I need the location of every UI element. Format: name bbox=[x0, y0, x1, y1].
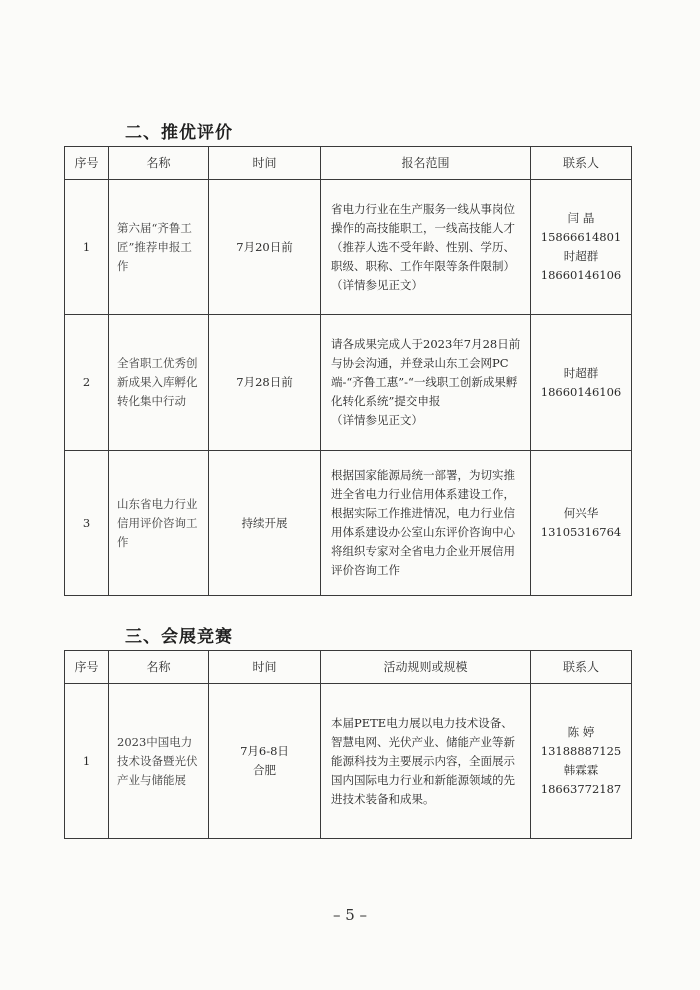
row-name: 2023中国电力技术设备暨光伏产业与储能展 bbox=[109, 684, 209, 839]
row-no: 1 bbox=[65, 684, 109, 839]
page-number: – 5 – bbox=[332, 906, 368, 924]
row-time: 持续开展 bbox=[209, 451, 321, 596]
row-contact: 何兴华 13105316764 bbox=[531, 451, 632, 596]
row-scope: 根据国家能源局统一部署，为切实推进全省电力行业信用体系建设工作，根据实际工作推进情况，电力行业信用体系建设办公室山东评价咨询中心将组织专家对全省电力企业开展信用评价咨询工作 bbox=[321, 451, 531, 596]
header-name: 名称 bbox=[109, 651, 209, 684]
header-scope: 活动规则或规模 bbox=[321, 651, 531, 684]
row-name: 全省职工优秀创新成果入库孵化转化集中行动 bbox=[109, 315, 209, 451]
header-name: 名称 bbox=[109, 147, 209, 180]
row-time: 7月20日前 bbox=[209, 180, 321, 315]
section-title-exhibition: 三、会展竞赛 bbox=[125, 627, 233, 647]
exhibition-table bbox=[64, 650, 632, 839]
row-contact: 时超群 18660146106 bbox=[531, 315, 632, 451]
header-time: 时间 bbox=[209, 651, 321, 684]
row-name: 山东省电力行业信用评价咨询工作 bbox=[109, 451, 209, 596]
row-scope: 省电力行业在生产服务一线从事岗位操作的高技能职工，一线高技能人才（推荐人选不受年龄、性别、学历、职级、职称、工作年限等条件限制） （详情参见正文） bbox=[321, 180, 531, 315]
row-no: 1 bbox=[65, 180, 109, 315]
header-scope: 报名范围 bbox=[321, 147, 531, 180]
row-time: 7月28日前 bbox=[209, 315, 321, 451]
recommend-table bbox=[64, 146, 632, 596]
row-contact: 陈 婷 13188887125 韩霖霖 18663772187 bbox=[531, 684, 632, 839]
row-contact: 闫 晶 15866614801 时超群 18660146106 bbox=[531, 180, 632, 315]
header-time: 时间 bbox=[209, 147, 321, 180]
row-scope: 本届PETE电力展以电力技术设备、智慧电网、光伏产业、储能产业等新能源科技为主要展示内容，全面展示国内国际电力行业和新能源领域的先进技术装备和成果。 bbox=[321, 684, 531, 839]
section-title-recommend: 二、推优评价 bbox=[125, 123, 233, 143]
row-time: 7月6-8日 合肥 bbox=[209, 684, 321, 839]
table-row bbox=[65, 451, 632, 596]
row-no: 3 bbox=[65, 451, 109, 596]
row-name: 第六届“齐鲁工匠”推荐申报工作 bbox=[109, 180, 209, 315]
table-header-row bbox=[65, 651, 632, 684]
row-no: 2 bbox=[65, 315, 109, 451]
table-row bbox=[65, 315, 632, 451]
table-row bbox=[65, 180, 632, 315]
table-row bbox=[65, 684, 632, 839]
header-contact: 联系人 bbox=[531, 651, 632, 684]
header-no: 序号 bbox=[65, 147, 109, 180]
header-contact: 联系人 bbox=[531, 147, 632, 180]
table-header-row bbox=[65, 147, 632, 180]
header-no: 序号 bbox=[65, 651, 109, 684]
row-scope: 请各成果完成人于2023年7月28日前与协会沟通，并登录山东工会网PC端-“齐鲁工惠”-“一线职工创新成果孵化转化系统”提交申报 （详情参见正文） bbox=[321, 315, 531, 451]
